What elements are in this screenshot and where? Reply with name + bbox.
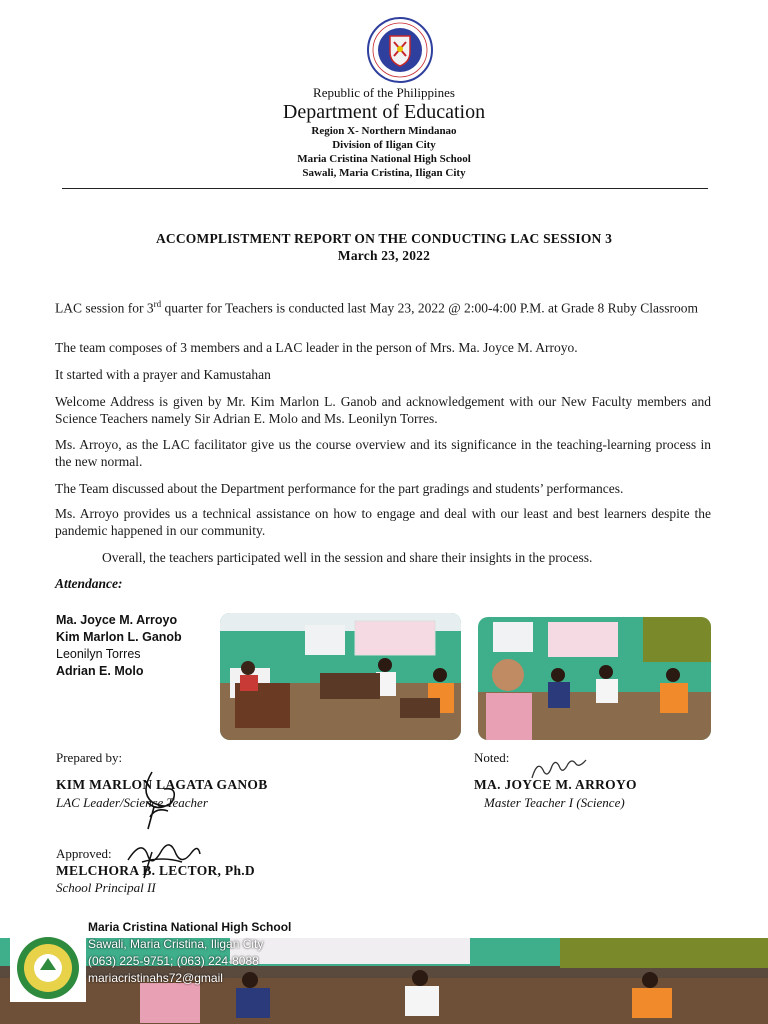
report-title: ACCOMPLISTMENT REPORT ON THE CONDUCTING LAC SESSION 3 [155,231,613,246]
school-line: Maria Cristina National High School [297,153,471,165]
department-name: Department of Education [282,101,486,123]
paragraph-session [55,296,711,317]
division-line: Division of Iligan City [332,139,436,151]
deped-seal [366,16,434,84]
attendance-label: Attendance: [55,576,123,591]
prepared-role: LAC Leader/Science Teacher [56,795,208,810]
attendance-list [56,612,182,680]
paragraph-overall: Overall, the teachers participated well in the session and share their insights in the process. [102,550,593,565]
report-date: March 23, 2022 [337,248,431,263]
prepared-signature [132,762,192,837]
footer-email[interactable]: mariacristinahs72@gmail [88,971,223,985]
paragraph-assistance: Ms. Arroyo provides us a technical assistance on how to engage and deal with our least and best learners despite the pandemic happened in our community. [55,506,711,538]
approved-label: Approved: [56,846,112,861]
footer-phone: (063) 225-9751; (063) 224-8088 [88,954,259,968]
noted-label: Noted: [474,750,510,765]
attendee-name: Kim Marlon L. Ganob [56,630,182,644]
paragraph-session-sup: rd [153,299,162,309]
paragraph-prayer: It started with a prayer and Kamustahan [55,367,271,382]
address-line: Sawali, Maria Cristina, Iligan City [302,167,466,179]
paragraph-welcome: Welcome Address is given by Mr. Kim Marlon L. Ganob and acknowledgement with our New Faculty members and Science Teachers namely Sir Adrian E. Molo and Ms. Leonilyn Torres. [55,394,711,426]
footer-address: Sawali, Maria Cristina, Iligan City [88,937,264,951]
noted-role: Master Teacher I (Science) [484,795,625,810]
paragraph-team: The team composes of 3 members and a LAC leader in the person of Mrs. Ma. Joyce M. Arroyo. [55,340,578,355]
classroom-photo-1 [220,613,461,740]
paragraph-discussion: The Team discussed about the Department performance for the part gradings and students’ performances. [55,481,624,496]
footer-school-name: Maria Cristina National High School [88,920,292,934]
approved-signature [122,832,204,887]
prepared-label: Prepared by: [56,750,123,765]
paragraph-session-text-b: quarter for Teachers is conducted last May 23, 2022 @ 2:00-4:00 P.M. at Grade 8 Ruby Classroom [161,300,699,316]
header-divider [62,188,708,189]
attendee-name: Leonilyn Torres [56,647,141,661]
classroom-photo-2 [478,617,711,740]
republic-line: Republic of the Philippines [313,85,455,100]
region-line: Region X- Northern Mindanao [311,125,457,137]
noted-signature [528,756,592,787]
approved-name: MELCHORA B. LECTOR, Ph.D [56,863,255,878]
footer-contact [88,919,291,987]
school-logo [10,934,86,1002]
paragraph-overview: Ms. Arroyo, as the LAC facilitator give us the course overview and its significance in the teaching-learning process in the new normal. [55,437,711,469]
paragraph-session-text-a: LAC session for 3 [55,300,154,316]
approved-role: School Principal II [56,880,156,895]
prepared-name: KIM MARLON LAGATA GANOB [56,777,268,792]
noted-name: MA. JOYCE M. ARROYO [474,777,637,792]
attendee-name: Adrian E. Molo [56,664,144,678]
attendee-name: Ma. Joyce M. Arroyo [56,613,178,627]
